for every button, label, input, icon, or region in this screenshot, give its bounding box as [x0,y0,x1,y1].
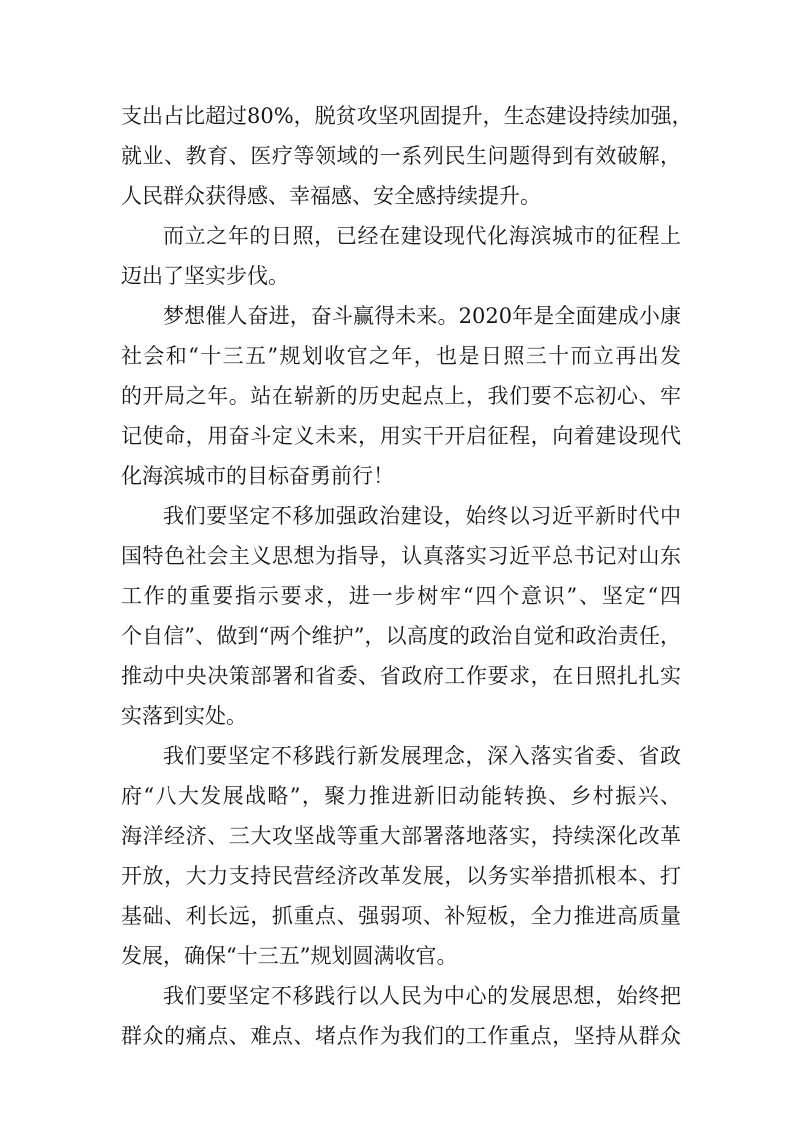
text-line: 支出占比超过80%，脱贫攻坚巩固提升，生态建设持续加强， [121,104,693,128]
text-line: 府“八大发展战略”，聚力推进新旧动能转换、乡村振兴、 [121,784,681,808]
text-line: 我们要坚定不移践行以人民为中心的发展思想，始终把 [163,984,681,1008]
text-line: 梦想催人奋进，奋斗赢得未来。2020年是全面建成小康 [163,304,681,328]
text-line: 国特色社会主义思想为指导，认真落实习近平总书记对山东 [121,544,681,568]
text-line: 而立之年的日照，已经在建设现代化海滨城市的征程上 [163,224,681,248]
text-line: 推动中央决策部署和省委、省政府工作要求，在日照扎扎实 [121,664,681,688]
text-line: 社会和“十三五”规划收官之年，也是日照三十而立再出发 [121,344,681,368]
text-line: 我们要坚定不移加强政治建设，始终以习近平新时代中 [163,504,681,528]
text-line: 的开局之年。站在崭新的历史起点上，我们要不忘初心、牢 [121,384,681,408]
document-body [121,96,693,1056]
text-line: 记使命，用奋斗定义未来，用实干开启征程，向着建设现代 [121,424,681,448]
text-line: 工作的重要指示要求，进一步树牢“四个意识”、坚定“四 [121,584,681,608]
text-line: 基础、利长远，抓重点、强弱项、补短板，全力推进高质量 [121,904,681,928]
text-line: 开放，大力支持民营经济改革发展，以务实举措抓根本、打 [121,864,681,888]
text-line: 发展，确保“十三五”规划圆满收官。 [121,944,458,968]
text-line: 我们要坚定不移践行新发展理念，深入落实省委、省政 [163,744,681,768]
text-line: 实落到实处。 [121,704,247,728]
text-line: 海洋经济、三大攻坚战等重大部署落地落实，持续深化改革 [121,824,681,848]
text-line: 就业、教育、医疗等领域的一系列民生问题得到有效破解， [121,144,681,168]
text-line: 人民群众获得感、幸福感、安全感持续提升。 [121,184,541,208]
text-line: 个自信”、做到“两个维护”，以高度的政治自觉和政治责任， [121,624,681,648]
text-line: 迈出了坚实步伐。 [121,264,289,288]
text-line: 化海滨城市的目标奋勇前行！ [121,464,394,488]
text-line: 群众的痛点、难点、堵点作为我们的工作重点，坚持从群众 [121,1024,681,1048]
